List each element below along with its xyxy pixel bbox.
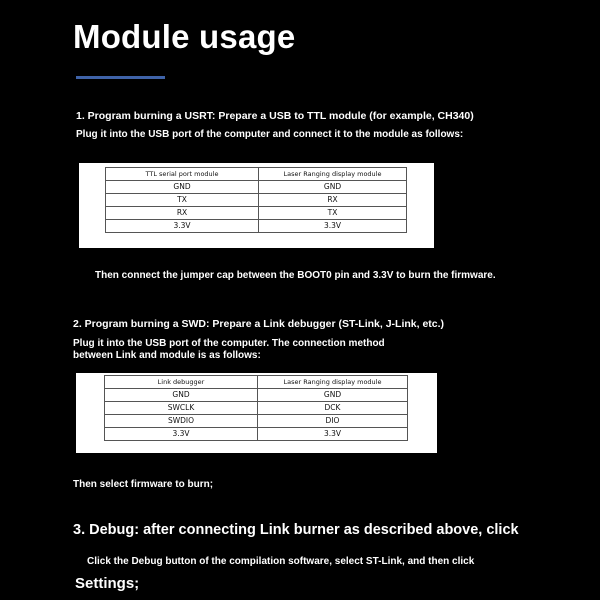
section1-note: Then connect the jumper cap between the BOOT0 pin and 3.3V to burn the firmware. [95,270,496,281]
table-cell: GND [259,181,407,194]
page-title: Module usage [73,18,296,55]
section2-note: Then select firmware to burn; [73,479,214,490]
table-cell: RX [106,207,259,220]
table2-header-row [105,376,408,389]
table-cell: 3.3V [258,428,408,441]
title-underline [76,76,165,79]
table-row [105,389,408,402]
table-row [106,220,407,233]
table2 [104,375,408,441]
section3-instruction: Click the Debug button of the compilation software, select ST-Link, and then click [87,556,475,567]
table-row [106,181,407,194]
table-cell: SWCLK [105,402,258,415]
table1-panel [79,163,434,248]
section3-heading: 3. Debug: after connecting Link burner as described above, click [73,522,519,538]
table2-header: Laser Ranging display module [258,376,408,389]
table1-header: Laser Ranging display module [259,168,407,181]
table-cell: SWDIO [105,415,258,428]
section1-instruction: Plug it into the USB port of the computer and connect it to the module as follows: [76,129,464,140]
table-row [105,415,408,428]
table1-header: TTL serial port module [106,168,259,181]
table-cell: DCK [258,402,408,415]
table-cell: 3.3V [106,220,259,233]
table-cell: GND [106,181,259,194]
table-cell: RX [259,194,407,207]
table-cell: 3.3V [259,220,407,233]
table-cell: GND [105,389,258,402]
table-cell: TX [259,207,407,220]
table-row [105,428,408,441]
table-cell: DIO [258,415,408,428]
section3-last-line: Settings; [75,575,140,592]
table2-panel [76,373,437,453]
table-cell: GND [258,389,408,402]
table1-header-row [106,168,407,181]
table2-header: Link debugger [105,376,258,389]
section1-heading: 1. Program burning a USRT: Prepare a USB to TTL module (for example, CH340) [76,110,474,122]
table-cell: TX [106,194,259,207]
table-cell: 3.3V [105,428,258,441]
section2-heading: 2. Program burning a SWD: Prepare a Link debugger (ST-Link, J-Link, etc.) [73,318,445,330]
table-row [105,402,408,415]
table-row [106,207,407,220]
section2-instruction-line2: between Link and module is as follows: [73,350,261,361]
section2-instruction-line1: Plug it into the USB port of the computer. The connection method [73,338,385,349]
table-row [106,194,407,207]
table1 [105,167,407,233]
